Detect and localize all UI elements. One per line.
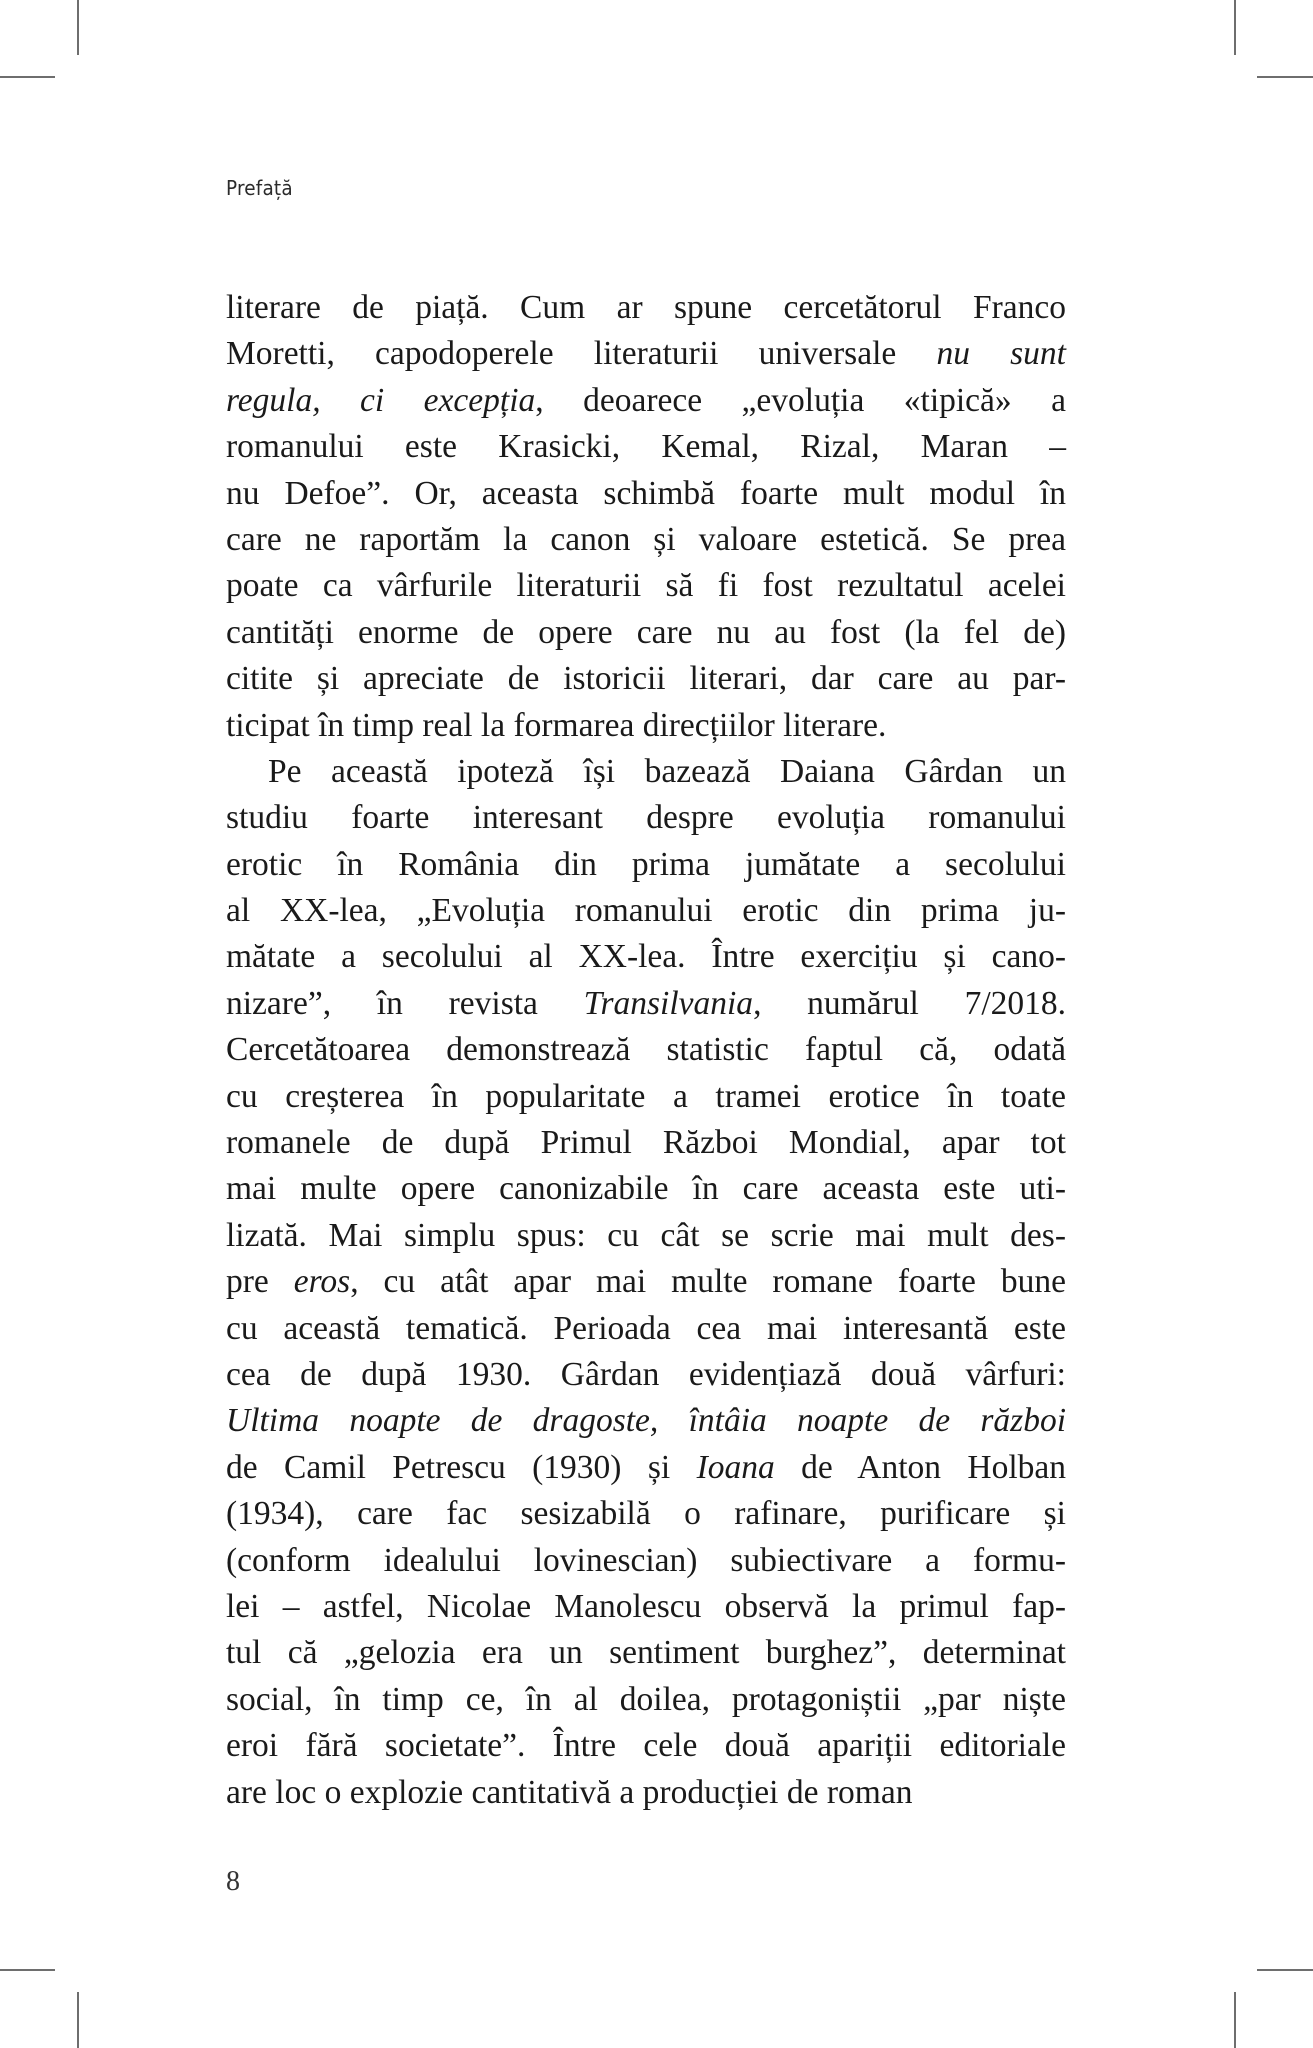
text-segment: mai multe opere canonizabile în care aceasta este uti-	[226, 1170, 1066, 1208]
text-line	[226, 1120, 1066, 1166]
crop-mark-bottom-right-horizontal	[1257, 1969, 1313, 1971]
text-line	[226, 981, 1066, 1027]
text-line	[226, 1491, 1066, 1537]
text-segment: (conform idealului lovinescian) subiectivare a formu-	[226, 1541, 1066, 1579]
italic-text: Transilvania	[583, 984, 754, 1022]
text-segment: Pe această ipoteză își bazează Daiana Gârdan un	[268, 752, 1066, 790]
text-line	[226, 1630, 1066, 1676]
text-segment: ticipat în timp real la formarea direcțiilor literare.	[226, 706, 887, 744]
text-segment: de Camil Petrescu (1930) și	[226, 1448, 697, 1486]
crop-mark-top-right-vertical	[1234, 0, 1236, 55]
text-segment: , numărul 7/2018.	[753, 984, 1066, 1022]
crop-mark-top-left-horizontal	[0, 76, 55, 78]
text-segment: lizată. Mai simplu spus: cu cât se scrie mai mult des-	[226, 1216, 1066, 1254]
text-line	[226, 517, 1066, 563]
italic-text: regula, ci excepția	[226, 381, 536, 419]
text-line	[226, 1538, 1066, 1584]
text-line	[226, 610, 1066, 656]
crop-mark-bottom-right-vertical	[1234, 1992, 1236, 2048]
text-line	[226, 934, 1066, 980]
text-segment: tul că „gelozia era un sentiment burghez”, determinat	[226, 1634, 1066, 1672]
text-line	[226, 1677, 1066, 1723]
text-line	[226, 1074, 1066, 1120]
text-segment: romanului este Krasicki, Kemal, Rizal, Maran –	[226, 428, 1066, 466]
text-segment: are loc o explozie cantitativă a producției de roman	[226, 1773, 913, 1811]
text-segment: cu creșterea în popularitate a tramei erotice în toate	[226, 1077, 1066, 1115]
text-line	[226, 1352, 1066, 1398]
text-segment: lei – astfel, Nicolae Manolescu observă la primul fap-	[226, 1587, 1066, 1625]
text-segment: nizare”, în revista	[226, 984, 584, 1022]
text-segment: literare de piață. Cum ar spune cercetătorul Franco	[226, 289, 1066, 326]
text-segment: nu Defoe”. Or, aceasta schimbă foarte mult modul în	[226, 474, 1066, 512]
italic-text: Ioana	[696, 1448, 775, 1486]
italic-text: nu sunt	[936, 335, 1066, 373]
text-segment: Cercetătoarea demonstrează statistic faptul că, odată	[226, 1031, 1066, 1069]
text-segment: , deoarece „evoluția «tipică» a	[535, 381, 1066, 419]
text-segment: Moretti, capodoperele literaturii universale	[226, 335, 937, 373]
body-text	[226, 285, 1066, 1816]
crop-mark-bottom-left-horizontal	[0, 1969, 55, 1971]
text-line	[226, 888, 1066, 934]
italic-text: Ultima noapte de dragoste, întâia noapte de război	[226, 1402, 1066, 1440]
text-line	[226, 749, 1066, 795]
text-line	[226, 378, 1066, 424]
text-line	[226, 842, 1066, 888]
text-segment: de Anton Holban	[774, 1448, 1067, 1486]
text-line	[226, 1584, 1066, 1630]
text-segment: poate ca vârfurile literaturii să fi fost rezultatul acelei	[226, 567, 1066, 605]
text-line	[226, 703, 1066, 749]
text-segment: erotic în România din prima jumătate a secolului	[226, 845, 1066, 883]
text-segment: eroi fără societate”. Între cele două apariții editoriale	[226, 1727, 1066, 1765]
text-line	[226, 1213, 1066, 1259]
paragraph	[226, 749, 1066, 1816]
text-line	[226, 1306, 1066, 1352]
text-line	[226, 563, 1066, 609]
running-head: Prefață	[226, 176, 293, 200]
text-line	[226, 1770, 1066, 1816]
text-line	[226, 331, 1066, 377]
text-segment: cantități enorme de opere care nu au fost (la fel de)	[226, 613, 1066, 651]
text-segment: (1934), care fac sesizabilă o rafinare, purificare și	[226, 1495, 1066, 1533]
crop-mark-top-right-horizontal	[1257, 76, 1313, 78]
text-segment: care ne raportăm la canon și valoare estetică. Se prea	[226, 520, 1066, 558]
text-segment: cea de după 1930. Gârdan evidențiază două vârfuri:	[226, 1355, 1066, 1393]
text-segment: studiu foarte interesant despre evoluția romanului	[226, 799, 1066, 837]
italic-text: eros	[293, 1263, 351, 1301]
page-number: 8	[226, 1866, 240, 1897]
text-line	[226, 1398, 1066, 1444]
text-line	[226, 1445, 1066, 1491]
text-line	[226, 424, 1066, 470]
text-line	[226, 1027, 1066, 1073]
text-line	[226, 1259, 1066, 1305]
text-segment: mătate a secolului al XX-lea. Între exercițiu și cano-	[226, 938, 1066, 976]
text-line	[226, 795, 1066, 841]
paragraph	[226, 285, 1066, 749]
text-segment: romanele de după Primul Război Mondial, apar tot	[226, 1124, 1066, 1162]
crop-mark-bottom-left-vertical	[77, 1992, 79, 2048]
text-line	[226, 285, 1066, 331]
text-segment: , cu atât apar mai multe romane foarte bune	[350, 1263, 1066, 1301]
text-segment: social, în timp ce, în al doilea, protagoniștii „par niște	[226, 1680, 1066, 1718]
crop-mark-top-left-vertical	[77, 0, 79, 55]
text-segment: cu această tematică. Perioada cea mai interesantă este	[226, 1309, 1066, 1347]
text-segment: al XX-lea, „Evoluția romanului erotic din prima ju-	[226, 892, 1066, 930]
text-segment: citite și apreciate de istoricii literari, dar care au par-	[226, 660, 1066, 698]
text-line	[226, 1166, 1066, 1212]
text-line	[226, 656, 1066, 702]
text-segment: pre	[226, 1263, 294, 1301]
text-line	[226, 1723, 1066, 1769]
text-line	[226, 471, 1066, 517]
